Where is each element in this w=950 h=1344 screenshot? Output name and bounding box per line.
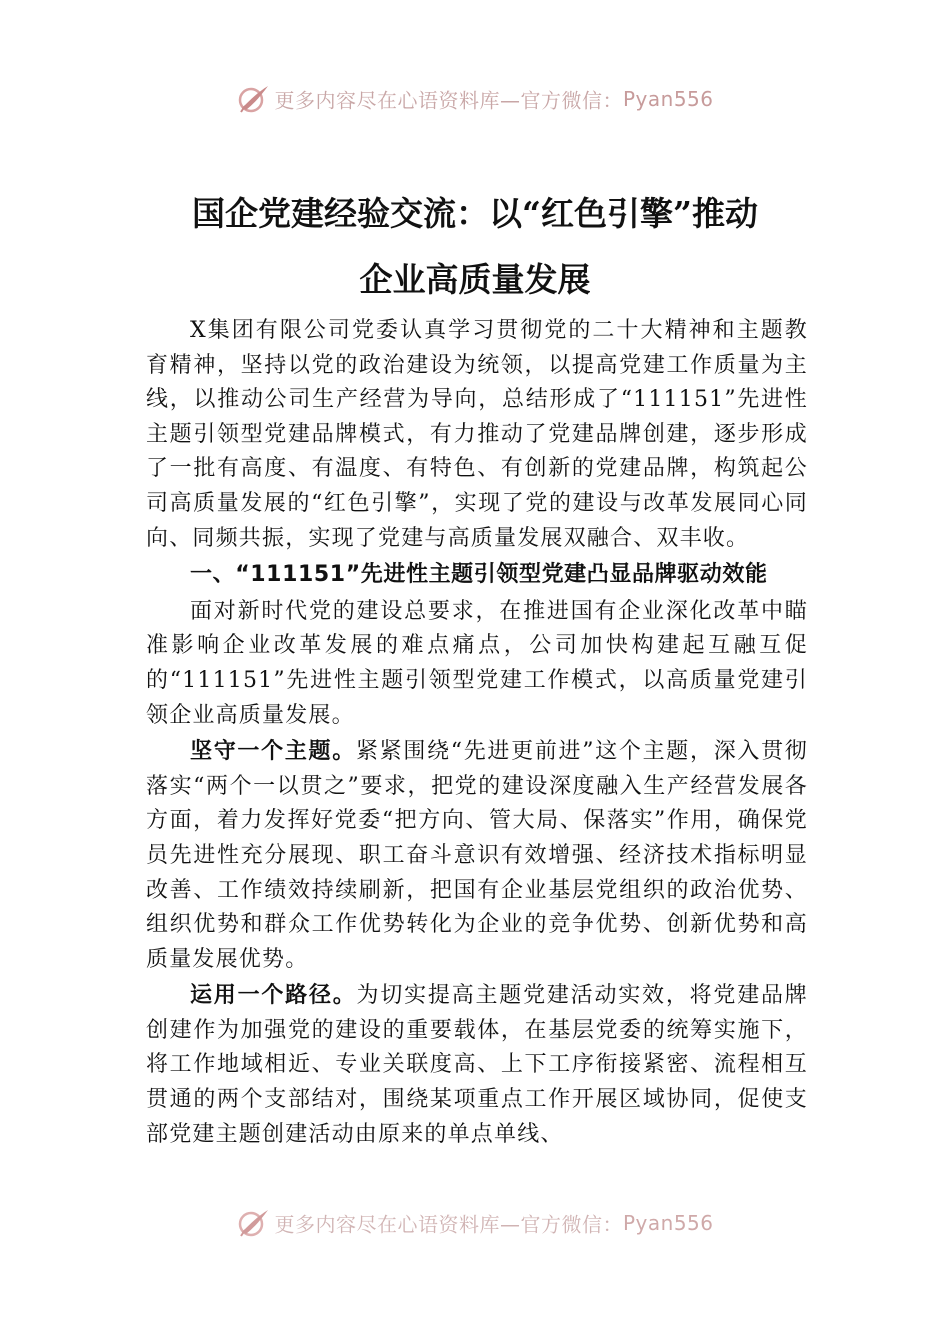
watermark-text: 更多内容尽在心语资料库—官方微信： xyxy=(274,88,623,113)
section-1-paragraph: 面对新时代党的建设总要求，在推进国有企业深化改革中瞄准影响企业改革发展的难点痛点，公司加快构建起互融互促的“111151”先进性主题引领型党建工作模式，以高质量党建引领企业高质量发展。 xyxy=(146,598,808,728)
quill-logo-icon xyxy=(236,84,270,114)
point-1-paragraph xyxy=(146,735,808,977)
watermark-text: 更多内容尽在心语资料库—官方微信： xyxy=(274,1212,623,1237)
watermark-wechat-id: Pyan556 xyxy=(622,87,714,111)
point-2-lead: 运用一个路径。 xyxy=(190,983,357,1009)
point-1-text: 紧紧围绕“先进更前进”这个主题，深入贯彻落实“两个一以贯之”要求，把党的建设深度融入生产经营发展各方面，着力发挥好党委“把方向、管大局、保落实”作用，确保党员先进性充分展现、职工奋斗意识有效增强、经济技术指标明显改善、工作绩效持续刷新，把国有企业基层党组织的政治优势、组织优势和群众工作优势转化为企业的竞争优势、创新优势和高质量发展优势。 xyxy=(146,739,809,972)
document-title-line-1: 国企党建经验交流：以“红色引擎”推动 xyxy=(192,194,758,233)
intro-paragraph: X集团有限公司党委认真学习贯彻党的二十大精神和主题教育精神，坚持以党的政治建设为统领，以提高党建工作质量为主线，以推动公司生产经营为导向，总结形成了“111151”先进性主题引领型党建品牌模式，有力推动了党建品牌创建，逐步形成了一批有高度、有温度、有特色、有创新的党建品牌，构筑起公司高质量发展的“红色引擎”，实现了党的建设与改革发展同心同向、同频共振，实现了党建与高质量发展双融合、双丰收。 xyxy=(146,318,808,551)
quill-logo-icon xyxy=(236,1208,270,1238)
document-title-line-2: 企业高质量发展 xyxy=(359,260,591,299)
watermark-wechat-id: Pyan556 xyxy=(622,1211,714,1235)
document-body xyxy=(146,314,808,1152)
point-1-lead: 坚守一个主题。 xyxy=(190,739,356,765)
section-1-heading: 一、“111151”先进性主题引领型党建凸显品牌驱动效能 xyxy=(190,562,768,588)
point-2-text: 为切实提高主题党建活动实效，将党建品牌创建作为加强党的建设的重要载体，在基层党委的统筹实施下，将工作地域相近、专业关联度高、上下工序衔接紧密、流程相互贯通的两个支部结对，围绕某项重点工作开展区域协同，促使支部党建主题创建活动由原来的单点单线、 xyxy=(146,983,808,1147)
watermark-footer xyxy=(0,1208,950,1238)
watermark-header xyxy=(0,84,950,114)
point-2-paragraph xyxy=(146,979,808,1152)
